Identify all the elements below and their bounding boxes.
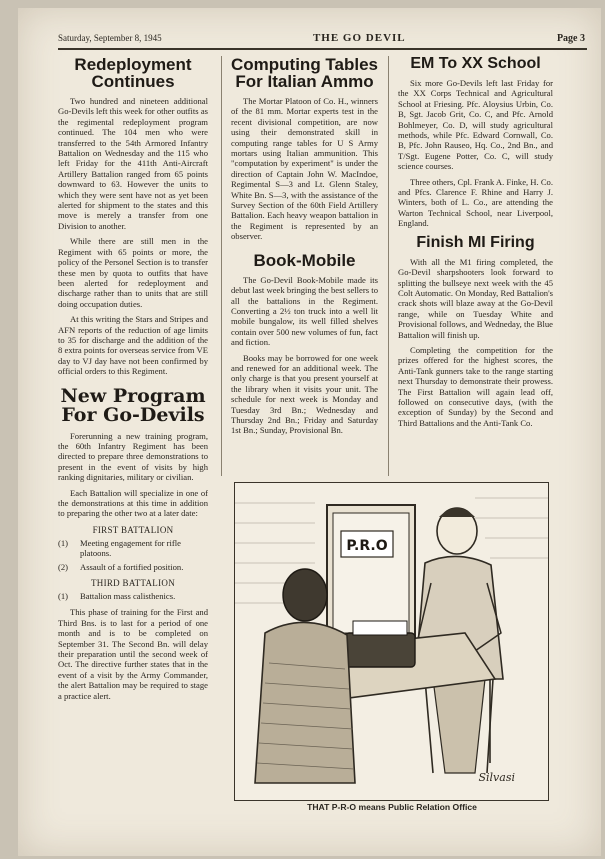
door-sign: P.R.O [346, 538, 388, 554]
redeployment-para-1: Two hundred and nineteen additional Go-Devils left this week for other outfits as the regimental redeployment program continued. The 104 men who were transferred to the 54th Armored Infantry Battalion on Wednesday and the 115 who left Friday for the 411th Anti-Aircraft Artillery Battalion ranged from 65 points downward to 63. However the units to which they were sent have not as yet been alerted for shipment to the states and this move is merely a transfer from one Division to another. [58, 96, 208, 231]
column-3 [398, 56, 553, 433]
computing-para-1: The Mortar Platoon of Co. H., winners of the 81 mm. Mortar experts test in the recent divisional competition, are now using their demonstrated skill in computing range tables for U S Army mortars using Italian ammunition. This "computation by experiment" is under the direction of Captain John W. MacIndoe, Regimental S—3 and Lt. Glenn Staley, White Bn. S—3, with the assistance of the Survey Section of the 60th Field Artillery Battalion. Each heavy weapon battalion in the Regiment is represented by an observer. [231, 96, 378, 242]
bookmobile-para-1: The Go-Devil Book-Mobile made its debut last week bringing the best sellers to all the battalions in the Regiment. Converting a 2½ ton truck into a well lit mobile bungalow, its well filled shelves contain over 500 new volumes of fun, fact and fiction. [231, 274, 378, 348]
cartoon-drawing [235, 483, 548, 800]
artist-signature: Silvasi [478, 771, 515, 784]
list-item: (2) Assault of a fortified position. [58, 561, 184, 572]
column-divider [221, 56, 222, 476]
paper-name: THE GO DEVIL [312, 32, 406, 44]
m1-firing-para-1: With all the M1 firing completed, the Go-Devil sharpshooters look forward to splitting the bullseye next week with the 45 Colt Automatic. On Monday, Red Battalion's crack shots will blaze away at the Go-Devil range, while on Tuesday White and Provisional follows, and Wedneday, the Blue Battalion will finish up. [398, 256, 553, 340]
third-battalion-heading: THIRD BATTALION [90, 578, 176, 589]
m1-firing-headline: Finish MI Firing [416, 233, 535, 251]
new-program-para-2: Each Battalion will specialize in one of the demonstrations at this time in addition to preparing the other two at a later date: [58, 487, 208, 519]
new-program-para-1: Forerunning a new training program, the 60th Infantry Regiment has been directed to prepare three demonstrations to present in the event of visits by high ranking dignitaries, military or civilian. [58, 430, 208, 483]
redeployment-headline: Redeployment Continues [74, 55, 192, 91]
column-2 [231, 56, 378, 441]
list-item: (1) Battalion mass calisthenics. [58, 591, 176, 602]
list-item: (1) Meeting engagement for rifle platoons. [58, 537, 181, 559]
new-program-headline: New Program For Go-Devils [60, 384, 206, 426]
column-divider [388, 56, 389, 476]
newspaper-page [18, 8, 601, 856]
cartoon-illustration [234, 482, 549, 801]
bookmobile-para-2: Books may be borrowed for one week and renewed for an additional week. The only charge is that you present yourself at the library when it visits your unit. The schedule for next week is Monday and Tuesday 3rd Bn.; Wednesday and Thursday 2nd Bn.; Friday and Saturday 1st Bn.; Sunday, Provisional Bn. [231, 352, 378, 436]
new-program-para-3: This phase of training for the First and Third Bns. is to last for a period of one month and is to be completed on September 31. The Second Bn. will delay their preparation until the second week of Oct. The directive further states that in the event of a visit by the Army Commander, the alert Battalion may be required to stage a practice alert. [58, 607, 208, 701]
column-1 [58, 56, 208, 706]
header-rule [58, 48, 587, 50]
computing-headline: Computing Tables For Italian Ammo [231, 55, 379, 91]
bookmobile-headline: Book-Mobile [253, 250, 356, 270]
cartoon-caption: THAT P-R-O means Public Relation Office [307, 802, 477, 812]
redeployment-para-3: At this writing the Stars and Stripes and AFN reports of the reduction of age limits to 35 for discharge and the addition of the 8 extra points for overseas service from VE day to VJ day have not been confirmed by official orders to this Regiment. [58, 314, 208, 377]
page-number: Page 3 [556, 32, 585, 44]
running-header [58, 30, 585, 46]
redeployment-para-2: While there are still men in the Regiment with 65 points or more, the policy of the Personel Section is to transfer these men by quota to outfits that have been alerted for redeployment and discharge rather than to units that are still doing occupation duties. [58, 236, 208, 309]
em-school-para-2: Three others, Cpl. Frank A. Finke, H. Co. and Pfcs. Clarence F. Rhine and Harry J. Winters, both of L. Co., are attending the Warton Technical School, near Liverpool, England. [398, 176, 553, 229]
m1-firing-para-2: Completing the competition for the prizes offered for the highest scores, the Anti-Tank gunners take to the range starting next Thursday to demonstrate their prowess. The First Battalion will again lead off, followed on consecutive days, (with the exception of Sunday) by the Second and Third Battalions and the Anti-Tank Co. [398, 344, 553, 428]
issue-date: Saturday, September 8, 1945 [58, 33, 162, 43]
em-school-headline: EM To XX School [410, 55, 541, 72]
first-battalion-heading: FIRST BATTALION [92, 524, 174, 535]
em-school-para-1: Six more Go-Devils left last Friday for the XX Corps Technical and Agricultural School at Friesing. Pfc. Aloysius Urbin, Co. B, Sgt. Jacob Grit, Co. C, and Pfc. Arnold Bohlmeyer, Co. D, will study agricultural methods, while Pfc. Edward Cornwall, Co. B, Pfc. John Rauseo, Hq. Co., 2nd Bn., and T/Sgt. Eugene Potter, Co. C, will study science courses. [398, 78, 553, 172]
